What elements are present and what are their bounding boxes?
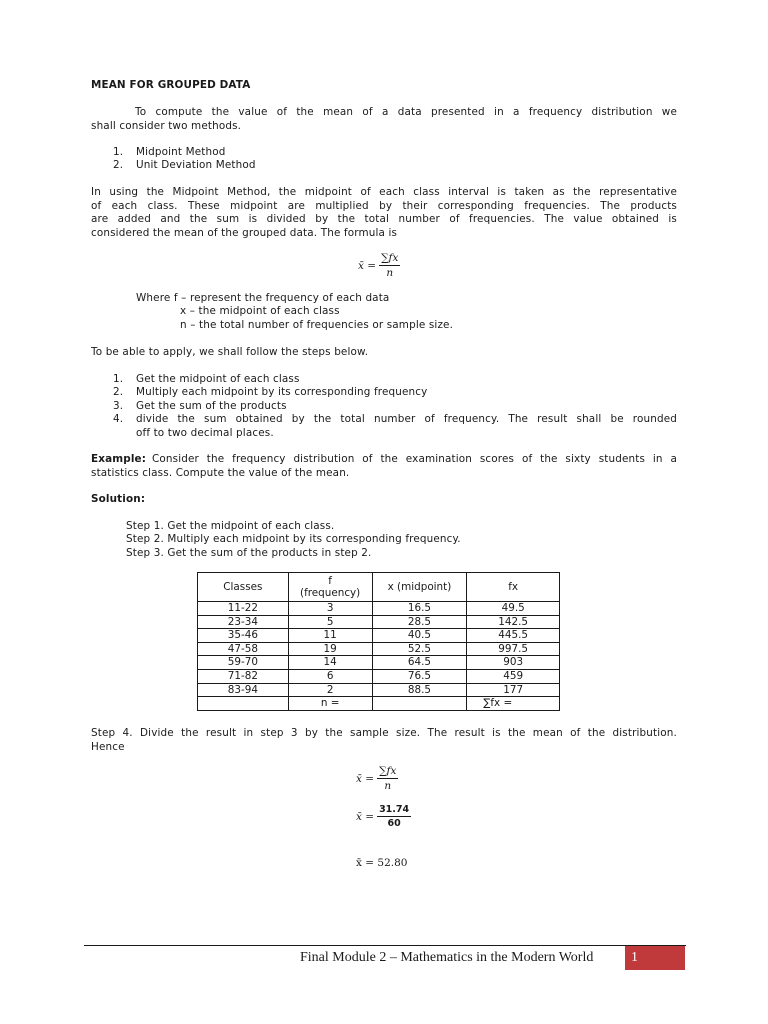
result-final: x̄ = 52.80 [356, 857, 408, 869]
mean-formula [358, 252, 400, 279]
cell-fx-total: ∑fx = [467, 697, 560, 711]
header-midpoint: x (midpoint) [372, 573, 467, 602]
midpoint-paragraph-line: considered the mean of the grouped data. The formula is [91, 227, 398, 239]
table-row [198, 629, 560, 643]
header-fx: fx [467, 573, 560, 602]
step-number: 2. [113, 386, 124, 398]
cell-midpoint: 88.5 [372, 683, 467, 697]
header-frequency [288, 573, 372, 602]
cell-fx: 142.5 [467, 615, 560, 629]
where-line: Where f – represent the frequency of each data [136, 292, 390, 304]
cell-fx: 177 [467, 683, 560, 697]
cell-classes: 35-46 [198, 629, 289, 643]
cell-classes: 59-70 [198, 656, 289, 670]
formula-numerator: ∑fx [381, 252, 399, 264]
formula-denominator: n [386, 267, 394, 279]
midpoint-paragraph-line: In using the Midpoint Method, the midpoint of each class interval is taken as the representative [91, 186, 677, 198]
result-formula [356, 765, 398, 792]
solution-step: Step 3. Get the sum of the products in step 2. [126, 547, 372, 559]
where-line: n – the total number of frequencies or sample size. [180, 319, 454, 331]
cell-midpoint: 40.5 [372, 629, 467, 643]
step-item: Get the sum of the products [136, 400, 287, 412]
formula-denominator: 60 [387, 818, 401, 829]
cell-midpoint: 76.5 [372, 669, 467, 683]
step-number: 4. [113, 413, 124, 425]
header-frequency-label: (frequency) [300, 587, 361, 599]
cell-fx: 459 [467, 669, 560, 683]
step-item-continued: off to two decimal places. [136, 427, 274, 439]
formula-lhs: x̄ = [358, 259, 377, 272]
midpoint-paragraph-line: are added and the sum is divided by the total number of frequencies. The value obtained is [91, 213, 677, 225]
cell-classes: 23-34 [198, 615, 289, 629]
cell-frequency: 14 [288, 656, 372, 670]
cell-fx: 445.5 [467, 629, 560, 643]
intro-line-2: shall consider two methods. [91, 120, 242, 132]
cell-fx: 49.5 [467, 602, 560, 616]
step-item: Multiply each midpoint by its corresponding frequency [136, 386, 428, 398]
step-number: 3. [113, 400, 124, 412]
table-header-row [198, 573, 560, 602]
formula-denominator: n [384, 780, 392, 792]
cell-frequency: 6 [288, 669, 372, 683]
step-number: 1. [113, 373, 124, 385]
table-row [198, 642, 560, 656]
cell-empty [198, 697, 289, 711]
solution-step: Step 1. Get the midpoint of each class. [126, 520, 335, 532]
footer-divider [84, 945, 686, 946]
cell-classes: 11-22 [198, 602, 289, 616]
formula-lhs: x̄ = [356, 772, 375, 785]
cell-frequency: 3 [288, 602, 372, 616]
solution-label: Solution: [91, 493, 146, 505]
solution-step: Step 2. Multiply each midpoint by its corresponding frequency. [126, 533, 461, 545]
table-row [198, 602, 560, 616]
table-total-row [198, 697, 560, 711]
cell-fx: 903 [467, 656, 560, 670]
page-title: MEAN FOR GROUPED DATA [91, 79, 251, 91]
cell-midpoint: 52.5 [372, 642, 467, 656]
method-number: 2. [113, 159, 124, 171]
method-number: 1. [113, 146, 124, 158]
step4-text: Step 4. Divide the result in step 3 by the sample size. The result is the mean of the distribution. [91, 727, 677, 739]
cell-frequency: 11 [288, 629, 372, 643]
table-row [198, 656, 560, 670]
frequency-table [197, 572, 560, 711]
formula-numerator: 31.74 [379, 804, 410, 815]
steps-intro: To be able to apply, we shall follow the steps below. [91, 346, 369, 358]
method-item: Unit Deviation Method [136, 159, 256, 171]
cell-midpoint: 16.5 [372, 602, 467, 616]
step-item: divide the sum obtained by the total number of frequency. The result shall be rounded [136, 413, 677, 425]
table-row [198, 669, 560, 683]
example-label: Example: [91, 453, 147, 465]
table-row [198, 683, 560, 697]
cell-classes: 83-94 [198, 683, 289, 697]
cell-n-total: n = [288, 697, 372, 711]
formula-lhs: x̄ = [356, 810, 375, 823]
result-substitution [356, 804, 411, 829]
example-text: Consider the frequency distribution of the examination scores of the sixty students in a [152, 453, 677, 465]
cell-classes: 71-82 [198, 669, 289, 683]
page-number-badge [625, 946, 685, 970]
page-number: 1 [631, 950, 638, 965]
cell-frequency: 5 [288, 615, 372, 629]
example-text: statistics class. Compute the value of the mean. [91, 467, 350, 479]
where-line: x – the midpoint of each class [180, 305, 340, 317]
header-classes: Classes [198, 573, 289, 602]
header-f: f [328, 575, 332, 587]
cell-classes: 47-58 [198, 642, 289, 656]
cell-frequency: 2 [288, 683, 372, 697]
step-item: Get the midpoint of each class [136, 373, 300, 385]
method-item: Midpoint Method [136, 146, 226, 158]
midpoint-paragraph-line: of each class. These midpoint are multiplied by their corresponding frequencies. The products [91, 200, 677, 212]
cell-fx: 997.5 [467, 642, 560, 656]
cell-empty [372, 697, 467, 711]
cell-frequency: 19 [288, 642, 372, 656]
formula-numerator: ∑fx [379, 765, 397, 777]
step4-text: Hence [91, 741, 125, 753]
intro-line-1: To compute the value of the mean of a data presented in a frequency distribution we [135, 106, 677, 118]
footer-title: Final Module 2 – Mathematics in the Modern World [300, 950, 594, 965]
table-row [198, 615, 560, 629]
cell-midpoint: 64.5 [372, 656, 467, 670]
cell-midpoint: 28.5 [372, 615, 467, 629]
